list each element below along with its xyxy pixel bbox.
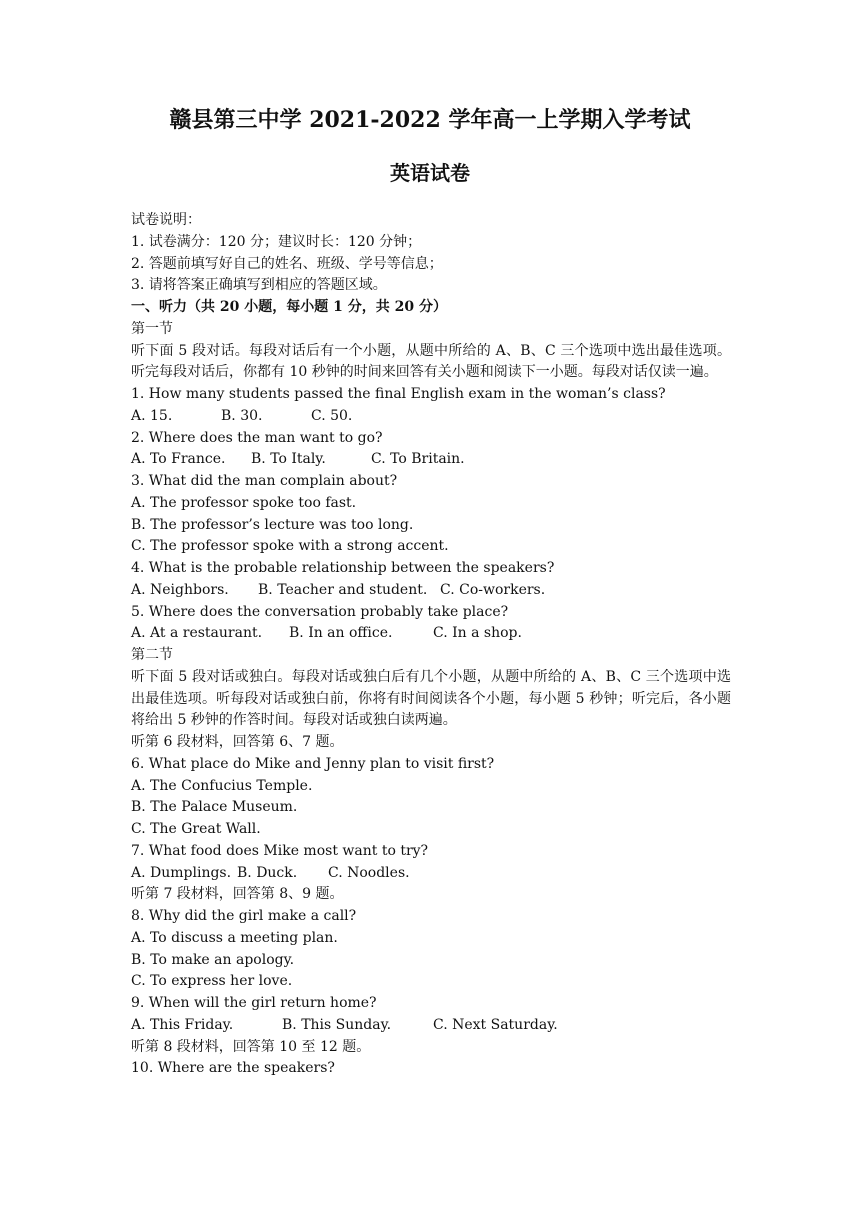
material-note: 听第 6 段材料，回答第 6、7 题。 <box>131 734 344 750</box>
material-note: 听第 8 段材料，回答第 10 至 12 题。 <box>131 1038 371 1055</box>
option-b: B. In an office. <box>289 625 393 642</box>
option-b: B. Teacher and student. <box>258 581 428 598</box>
section-heading: 一、听力（共 20 小题，每小题 1 分，共 20 分） <box>131 299 447 315</box>
option-row <box>131 580 731 602</box>
question-stem: 9. When will the girl return home? <box>131 995 377 1011</box>
option-row <box>131 863 731 885</box>
option-c: C. Noodles. <box>328 864 410 881</box>
option-b: B. This Sunday. <box>282 1016 392 1033</box>
instruction-item: 2. 答题前填写好自己的姓名、班级、学号等信息； <box>131 255 443 272</box>
exam-body <box>131 210 731 1080</box>
question-stem: 3. What did the man complain about? <box>131 473 398 489</box>
question-stem: 10. Where are the speakers? <box>131 1060 335 1077</box>
option-row <box>131 623 731 645</box>
option-b: B. Duck. <box>237 864 298 881</box>
option-a: A. This Friday. <box>131 1016 234 1033</box>
option-a: A. To France. <box>131 451 226 468</box>
instruction-item: 3. 请将答案正确填写到相应的答题区域。 <box>131 277 387 294</box>
option-b: B. To Italy. <box>251 451 326 468</box>
option-c: C. In a shop. <box>433 625 522 642</box>
option-a: A. 15. <box>131 407 173 424</box>
option-c: C. To express her love. <box>131 973 293 990</box>
part-directions: 听下面 5 段对话。每段对话后有一个小题，从题中所给的 A、B、C 三个选项中选出最佳选项。听完每段对话后，你都有 10 秒钟的时间来回答有关小题和阅读下一小题。每段对话仅读一遍。 <box>131 342 731 381</box>
option-c: C. To Britain. <box>371 451 465 468</box>
question-stem: 2. Where does the man want to go? <box>131 429 383 446</box>
question-stem: 4. What is the probable relationship between the speakers? <box>131 560 555 576</box>
question-stem: 7. What food does Mike most want to try? <box>131 842 429 859</box>
option-b: B. The professor’s lecture was too long. <box>131 516 414 533</box>
option-row <box>131 1015 731 1037</box>
option-a: A. Neighbors. <box>131 581 229 598</box>
option-row <box>131 449 731 471</box>
question-stem: 8. Why did the girl make a call? <box>131 908 357 924</box>
option-row <box>131 406 731 428</box>
option-a: A. The Confucius Temple. <box>131 777 313 794</box>
exam-subtitle: 英语试卷 <box>390 161 470 185</box>
option-a: A. The professor spoke too fast. <box>131 494 357 511</box>
option-c: C. The Great Wall. <box>131 821 261 837</box>
instructions-heading: 试卷说明： <box>131 212 201 228</box>
question-stem: 5. Where does the conversation probably take place? <box>131 603 509 620</box>
question-stem: 6. What place do Mike and Jenny plan to visit first? <box>131 755 495 772</box>
question-stem: 1. How many students passed the final English exam in the woman’s class? <box>131 386 666 402</box>
option-a: A. To discuss a meeting plan. <box>131 929 338 946</box>
option-b: B. 30. <box>221 407 263 424</box>
option-b: B. To make an apology. <box>131 951 295 968</box>
option-a: A. Dumplings. <box>131 864 232 881</box>
option-c: C. Co-workers. <box>440 581 546 598</box>
exam-title: 赣县第三中学 2021-2022 学年高一上学期入学考试 <box>169 107 691 133</box>
option-c: C. Next Saturday. <box>433 1016 558 1033</box>
part-label: 第二节 <box>131 647 173 663</box>
option-a: A. At a restaurant. <box>131 625 263 642</box>
part-directions: 听下面 5 段对话或独白。每段对话或独白后有几个小题，从题中所给的 A、B、C 三个选项中选出最佳选项。听每段对话或独白前，你将有时间阅读各个小题，每小题 5 秒钟；听完后，各小题将给出 5 秒钟的作答时间。每段对话或独白读两遍。 <box>131 668 731 729</box>
option-c: C. 50. <box>311 407 353 424</box>
instruction-item: 1. 试卷满分：120 分；建议时长：120 分钟； <box>131 233 422 250</box>
option-b: B. The Palace Museum. <box>131 799 298 816</box>
option-c: C. The professor spoke with a strong accent. <box>131 538 449 555</box>
part-label: 第一节 <box>131 320 173 337</box>
material-note: 听第 7 段材料，回答第 8、9 题。 <box>131 886 344 903</box>
